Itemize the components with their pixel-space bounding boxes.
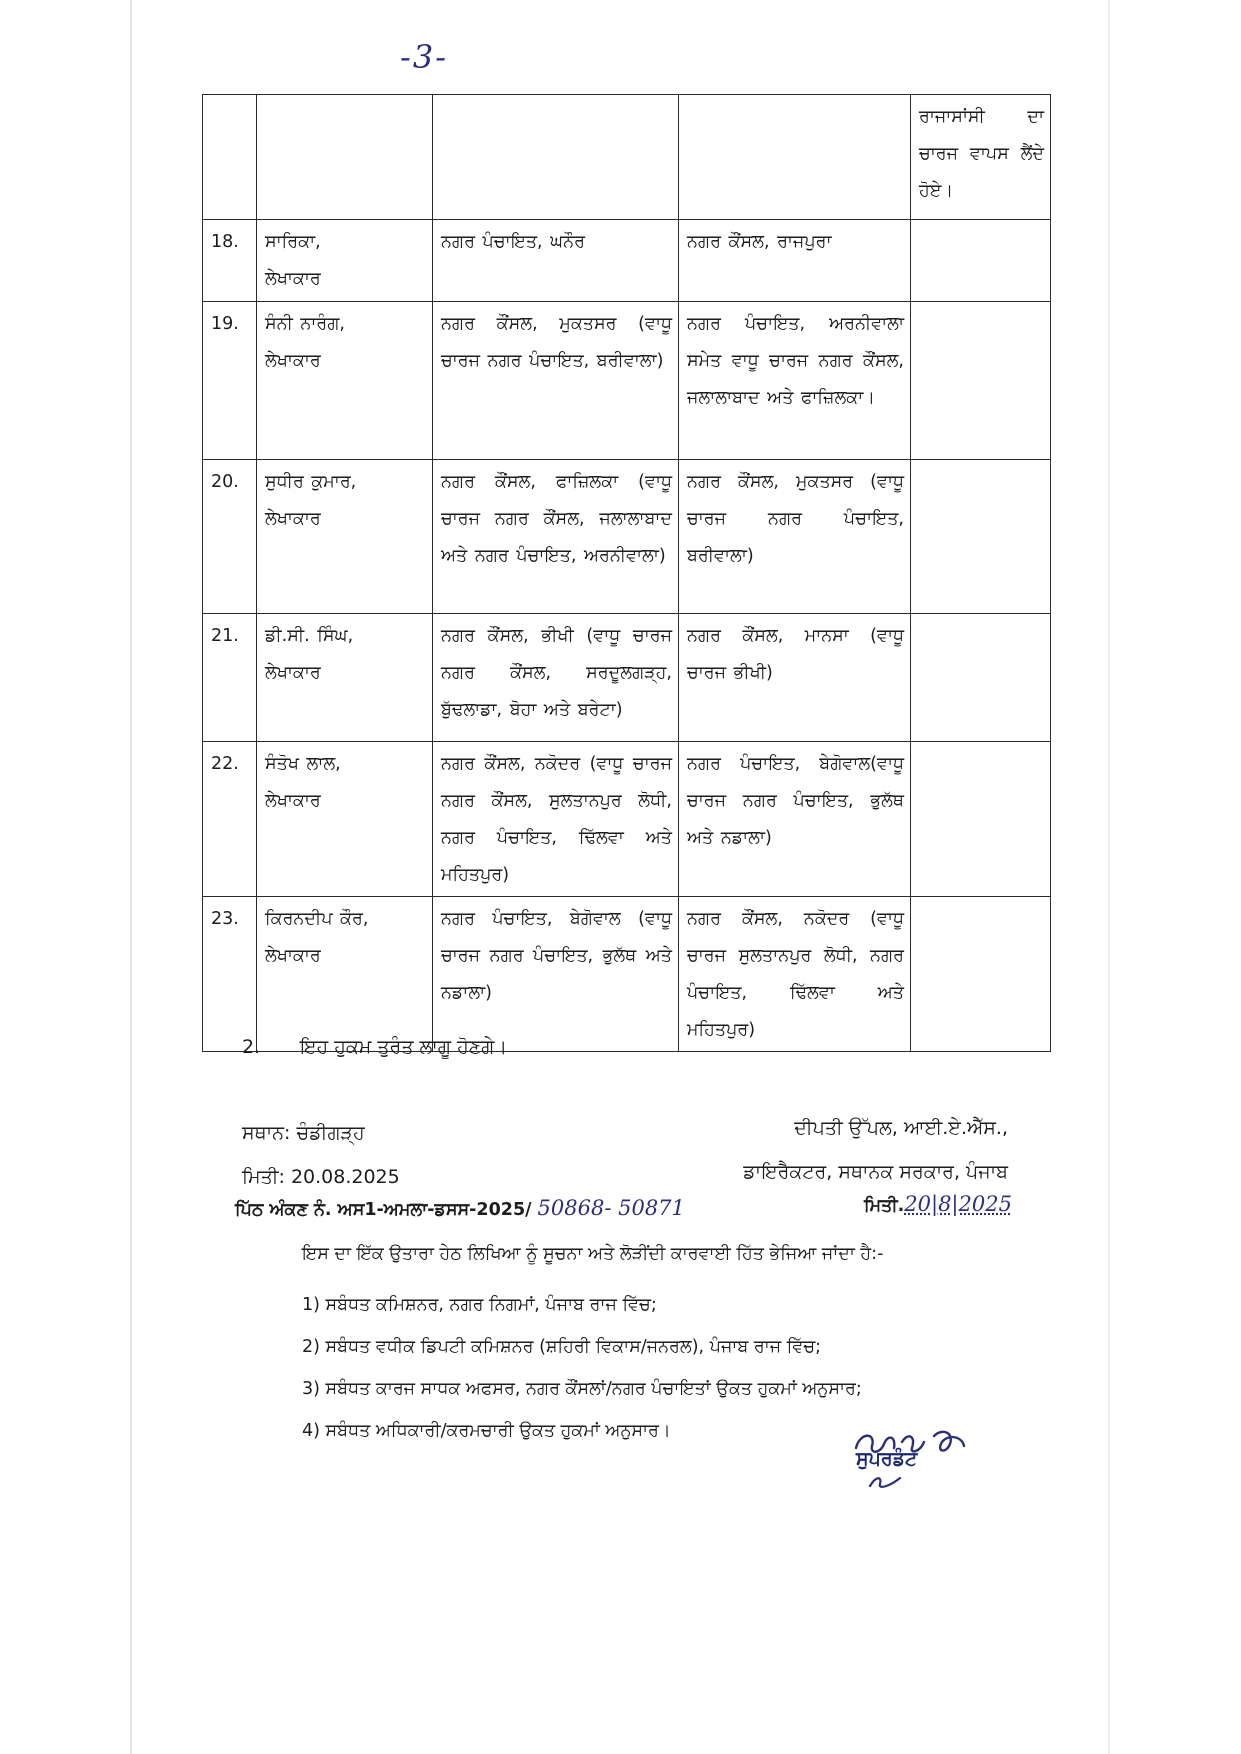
signatory-title: ਡਾਇਰੈਕਟਰ, ਸਥਾਨਕ ਸਰਕਾਰ, ਪੰਜਾਬ [743, 1161, 1008, 1183]
remarks-cell [911, 460, 1051, 614]
point-number: 2. [242, 1036, 261, 1058]
table-row [203, 220, 1051, 302]
official-designation: ਲੇਖਾਕਾਰ [265, 509, 321, 529]
official-cell [257, 302, 433, 460]
official-designation: ਲੇਖਾਕਾਰ [265, 351, 321, 371]
table-row [203, 742, 1051, 897]
copy-intro: ਇਸ ਦਾ ਇੱਕ ਉਤਾਰਾ ਹੇਠ ਲਿਖਿਆ ਨੂੰ ਸੂਚਨਾ ਅਤੇ ਲੋੜੀਂਦੀ ਕਾਰਵਾਈ ਹਿੱਤ ਭੇਜਿਆ ਜਾਂਦਾ ਹੈ:- [302, 1244, 884, 1264]
table-row [203, 614, 1051, 742]
endorsement-date [864, 1192, 1012, 1216]
remarks-cell [911, 220, 1051, 302]
paper-edge-left [130, 0, 132, 1754]
official-cell [257, 460, 433, 614]
table-row [203, 302, 1051, 460]
list-item: 3) ਸਬੰਧਤ ਕਾਰਜ ਸਾਧਕ ਅਫਸਰ, ਨਗਰ ਕੌਂਸਲਾਂ/ਨਗਰ ਪੰਚਾਇਤਾਂ ਉਕਤ ਹੁਕਮਾਂ ਅਨੁਸਾਰ; [302, 1379, 862, 1399]
official-cell [257, 897, 433, 1052]
current-posting-cell: ਨਗਰ ਪੰਚਾਇਤ, ਬੇਗੋਵਾਲ (ਵਾਧੂ ਚਾਰਜ ਨਗਰ ਪੰਚਾਇਤ, ਭੁਲੱਥ ਅਤੇ ਨਡਾਲਾ) [433, 897, 679, 1052]
list-item: 1) ਸਬੰਧਤ ਕਮਿਸ਼ਨਰ, ਨਗਰ ਨਿਗਮਾਂ, ਪੰਜਾਬ ਰਾਜ ਵਿੱਚ; [302, 1295, 657, 1315]
serial-cell [203, 95, 257, 220]
remarks-cell [911, 614, 1051, 742]
official-name: ਕਿਰਨਦੀਪ ਕੌਰ, [265, 909, 369, 929]
official-designation: ਲੇਖਾਕਾਰ [265, 791, 321, 811]
order-point-2 [242, 1036, 507, 1058]
endorsement-line [235, 1196, 685, 1220]
official-cell [257, 614, 433, 742]
serial-cell: 22. [203, 742, 257, 897]
current-posting-cell: ਨਗਰ ਪੰਚਾਇਤ, ਘਨੌਰ [433, 220, 679, 302]
copy-recipient-list [302, 1284, 862, 1452]
paper-edge-right [1108, 0, 1110, 1754]
new-posting-cell: ਨਗਰ ਕੌਂਸਲ, ਰਾਜਪੁਰਾ [679, 220, 911, 302]
table-row [203, 95, 1051, 220]
official-designation: ਲੇਖਾਕਾਰ [265, 663, 321, 683]
official-cell [257, 95, 433, 220]
official-name: ਸੰਨੀ ਨਾਰੰਗ, [265, 314, 345, 334]
new-posting-cell: ਨਗਰ ਕੌਂਸਲ, ਮਾਨਸਾ (ਵਾਧੂ ਚਾਰਜ ਭੀਖੀ) [679, 614, 911, 742]
table-row [203, 897, 1051, 1052]
current-posting-cell: ਨਗਰ ਕੌਂਸਲ, ਭੀਖੀ (ਵਾਧੂ ਚਾਰਜ ਨਗਰ ਕੌਂਸਲ, ਸਰਦੂਲਗੜ੍ਹ, ਬੁੱਢਲਾਡਾ, ਬੋਹਾ ਅਤੇ ਬਰੇਟਾ) [433, 614, 679, 742]
endorsement-label: ਪਿੱਠ ਅੰਕਣ ਨੰ. ਅਸ1-ਅਮਲਾ-ਡਸਸ-2025/ [235, 1200, 532, 1220]
serial-cell: 18. [203, 220, 257, 302]
official-cell [257, 742, 433, 897]
remarks-cell [911, 897, 1051, 1052]
current-posting-cell: ਨਗਰ ਕੌਂਸਲ, ਮੁਕਤਸਰ (ਵਾਧੂ ਚਾਰਜ ਨਗਰ ਪੰਚਾਇਤ, ਬਰੀਵਾਲਾ) [433, 302, 679, 460]
official-name: ਸੰਤੋਖ ਲਾਲ, [265, 754, 341, 774]
current-posting-cell: ਨਗਰ ਕੌਂਸਲ, ਫਾਜ਼ਿਲਕਾ (ਵਾਧੂ ਚਾਰਜ ਨਗਰ ਕੌਂਸਲ, ਜਲਾਲਾਬਾਦ ਅਤੇ ਨਗਰ ਪੰਚਾਇਤ, ਅਰਨੀਵਾਲਾ) [433, 460, 679, 614]
handwritten-page-number: -3- [400, 38, 448, 76]
new-posting-cell: ਨਗਰ ਪੰਚਾਇਤ, ਬੇਗੋਵਾਲ(ਵਾਧੂ ਚਾਰਜ ਨਗਰ ਪੰਚਾਇਤ, ਭੁਲੱਥ ਅਤੇ ਨਡਾਲਾ) [679, 742, 911, 897]
remarks-cell [911, 302, 1051, 460]
endorsement-date-value: 20|8|2025 [904, 1192, 1012, 1216]
new-posting-cell [679, 95, 911, 220]
superintendent-title: ਸੁਪਰਡੰਟ [856, 1448, 918, 1470]
signatory-block [698, 1106, 1008, 1194]
endorsement-number: 50868- 50871 [537, 1196, 685, 1220]
transfer-orders-table [202, 94, 1051, 1052]
official-name: ਸੁਧੀਰ ਕੁਮਾਰ, [265, 472, 357, 492]
endorsement-date-label: ਮਿਤੀ. [864, 1196, 905, 1216]
place-line: ਸਥਾਨ: ਚੰਡੀਗੜ੍ਹ [242, 1122, 365, 1144]
signatory-name: ਦੀਪਤੀ ਉੱਪਲ, ਆਈ.ਏ.ਐੱਸ., [794, 1117, 1008, 1139]
official-cell [257, 220, 433, 302]
serial-cell: 19. [203, 302, 257, 460]
new-posting-cell: ਨਗਰ ਪੰਚਾਇਤ, ਅਰਨੀਵਾਲਾ ਸਮੇਤ ਵਾਧੂ ਚਾਰਜ ਨਗਰ ਕੌਂਸਲ, ਜਲਾਲਾਬਾਦ ਅਤੇ ਫਾਜ਼ਿਲਕਾ। [679, 302, 911, 460]
table-row [203, 460, 1051, 614]
current-posting-cell: ਨਗਰ ਕੌਂਸਲ, ਨਕੋਦਰ (ਵਾਧੂ ਚਾਰਜ ਨਗਰ ਕੌਂਸਲ, ਸੁਲਤਾਨਪੁਰ ਲੋਧੀ, ਨਗਰ ਪੰਚਾਇਤ, ਢਿੱਲਵਾ ਅਤੇ ਮਹਿਤਪੁਰ) [433, 742, 679, 897]
signature-flourish [868, 1474, 902, 1490]
point-text: ਇਹ ਹੁਕਮ ਤੁਰੰਤ ਲਾਗੂ ਹੋਣਗੇ। [300, 1036, 508, 1058]
remarks-cell: ਰਾਜਾਸਾਂਸੀ ਦਾ ਚਾਰਜ ਵਾਪਸ ਲੈਂਦੇ ਹੋਏ। [911, 95, 1051, 220]
date-line: ਮਿਤੀ: 20.08.2025 [242, 1166, 400, 1188]
serial-cell: 21. [203, 614, 257, 742]
new-posting-cell: ਨਗਰ ਕੌਂਸਲ, ਮੁਕਤਸਰ (ਵਾਧੂ ਚਾਰਜ ਨਗਰ ਪੰਚਾਇਤ, ਬਰੀਵਾਲਾ) [679, 460, 911, 614]
list-item: 2) ਸਬੰਧਤ ਵਧੀਕ ਡਿਪਟੀ ਕਮਿਸ਼ਨਰ (ਸ਼ਹਿਰੀ ਵਿਕਾਸ/ਜਨਰਲ), ਪੰਜਾਬ ਰਾਜ ਵਿੱਚ; [302, 1337, 822, 1357]
official-designation: ਲੇਖਾਕਾਰ [265, 946, 321, 966]
current-posting-cell [433, 95, 679, 220]
serial-cell: 23. [203, 897, 257, 1052]
official-name: ਸਾਰਿਕਾ, [265, 232, 321, 252]
new-posting-cell: ਨਗਰ ਕੌਂਸਲ, ਨਕੋਦਰ (ਵਾਧੂ ਚਾਰਜ ਸੁਲਤਾਨਪੁਰ ਲੋਧੀ, ਨਗਰ ਪੰਚਾਇਤ, ਢਿੱਲਵਾ ਅਤੇ ਮਹਿਤਪੁਰ) [679, 897, 911, 1052]
official-designation: ਲੇਖਾਕਾਰ [265, 269, 321, 289]
official-name: ਡੀ.ਸੀ. ਸਿੰਘ, [265, 626, 354, 646]
list-item: 4) ਸਬੰਧਤ ਅਧਿਕਾਰੀ/ਕਰਮਚਾਰੀ ਉਕਤ ਹੁਕਮਾਂ ਅਨੁਸਾਰ। [302, 1421, 671, 1441]
serial-cell: 20. [203, 460, 257, 614]
remarks-cell [911, 742, 1051, 897]
